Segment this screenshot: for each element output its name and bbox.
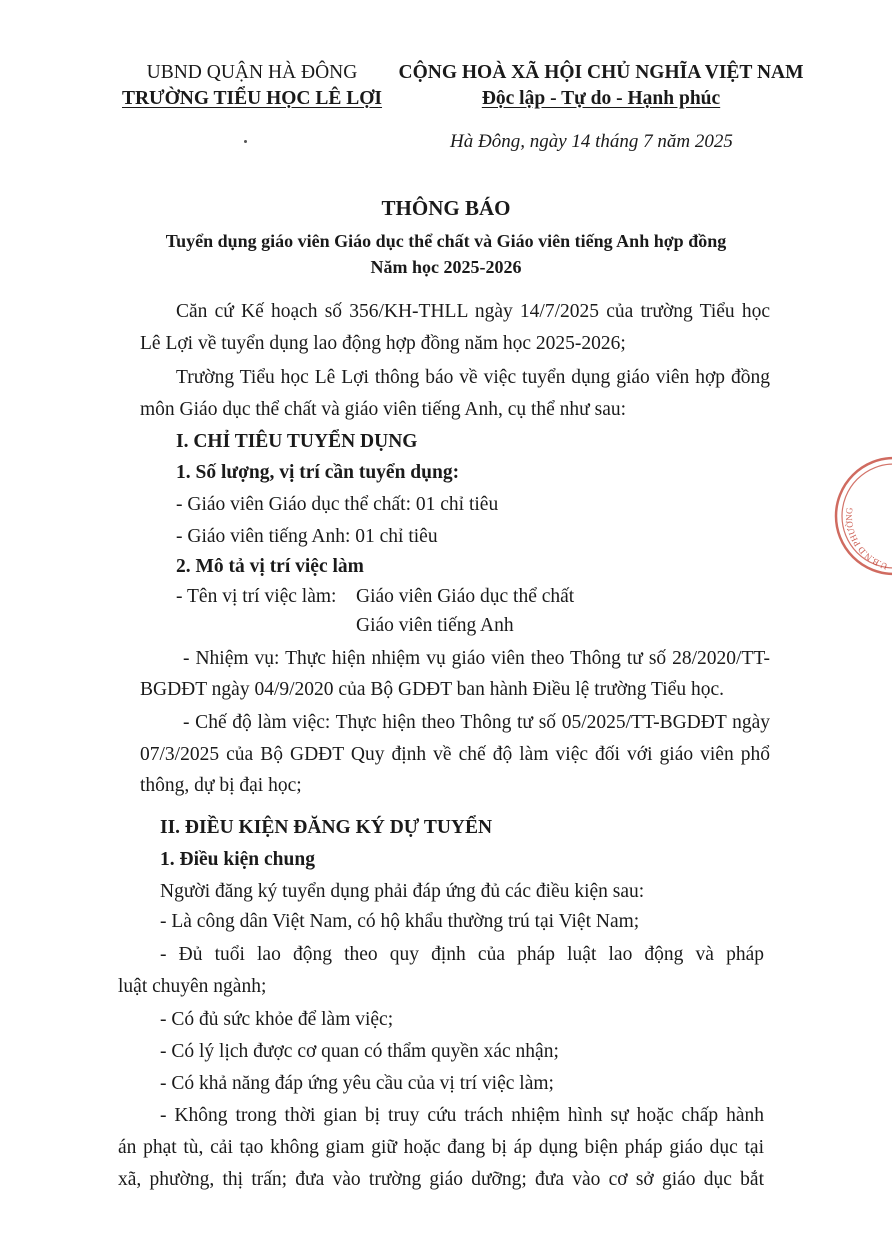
- nation-motto: Độc lập - Tự do - Hạnh phúc: [481, 88, 721, 109]
- condition-background: - Có lý lịch được cơ quan có thẩm quyền xác nhận;: [160, 1041, 559, 1062]
- regime-line3: thông, dự bị đại học;: [140, 775, 302, 796]
- nation-name: CỘNG HOÀ XÃ HỘI CHỦ NGHĨA VIỆT NAM: [398, 62, 804, 83]
- official-seal: [826, 446, 892, 586]
- section-1-heading: I. CHỈ TIÊU TUYỂN DỤNG: [176, 431, 418, 452]
- condition-ability: - Có khả năng đáp ứng yêu cầu của vị trí việc làm;: [160, 1073, 554, 1094]
- position-label: - Tên vị trí việc làm:: [176, 586, 337, 607]
- regime-line2: 07/3/2025 của Bộ GDĐT Quy định về chế độ làm việc đối với giáo viên phổ: [140, 744, 770, 765]
- announcement-paragraph-line2: môn Giáo dục thể chất và giáo viên tiếng Anh, cụ thể như sau:: [140, 399, 627, 420]
- quota-english: - Giáo viên tiếng Anh: 01 chỉ tiêu: [176, 526, 438, 547]
- duty-line1: - Nhiệm vụ: Thực hiện nhiệm vụ giáo viên theo Thông tư số 28/2020/TT-: [183, 648, 770, 669]
- condition-health: - Có đủ sức khỏe để làm việc;: [160, 1009, 394, 1030]
- position-pe: Giáo viên Giáo dục thể chất: [356, 586, 575, 607]
- place-date: Hà Đông, ngày 14 tháng 7 năm 2025: [450, 131, 733, 152]
- regime-line1: - Chế độ làm việc: Thực hiện theo Thông tư số 05/2025/TT-BGDĐT ngày: [183, 712, 770, 733]
- basis-paragraph-line1: Căn cứ Kế hoạch số 356/KH-THLL ngày 14/7/2025 của trường Tiểu học: [176, 301, 770, 322]
- condition-age-line1: - Đủ tuổi lao động theo quy định của pháp luật lao động và pháp: [160, 944, 764, 965]
- condition-legal-line3: xã, phường, thị trấn; đưa vào trường giáo dưỡng; đưa vào cơ sở giáo dục bắt: [118, 1169, 764, 1190]
- quota-pe: - Giáo viên Giáo dục thể chất: 01 chỉ tiêu: [176, 494, 499, 515]
- basis-paragraph-line2: Lê Lợi về tuyển dụng lao động hợp đồng năm học 2025-2026;: [140, 333, 626, 354]
- section-1-2-heading: 2. Mô tả vị trí việc làm: [176, 556, 364, 577]
- section-1-1-heading: 1. Số lượng, vị trí cần tuyển dụng:: [176, 462, 460, 483]
- condition-citizenship: - Là công dân Việt Nam, có hộ khẩu thường trú tại Việt Nam;: [160, 911, 640, 932]
- org-district: UBND QUẬN HÀ ĐÔNG: [146, 62, 358, 83]
- duty-line2: BGDĐT ngày 04/9/2020 của Bộ GDĐT ban hành Điều lệ trường Tiểu học.: [140, 679, 724, 700]
- condition-legal-line2: án phạt tù, cải tạo không giam giữ hoặc đang bị áp dụng biện pháp giáo dục tại: [118, 1137, 764, 1158]
- condition-legal-line1: - Không trong thời gian bị truy cứu trách nhiệm hình sự hoặc chấp hành: [160, 1105, 764, 1126]
- doc-subtitle-line1: Tuyển dụng giáo viên Giáo dục thể chất và Giáo viên tiếng Anh hợp đồng: [165, 231, 727, 251]
- national-motto: [398, 60, 804, 112]
- org-school: TRƯỜNG TIỂU HỌC LÊ LỢI: [121, 88, 383, 109]
- position-english: Giáo viên tiếng Anh: [356, 615, 514, 636]
- condition-age-line2: luật chuyên ngành;: [118, 976, 267, 997]
- announcement-paragraph-line1: Trường Tiểu học Lê Lợi thông báo về việc tuyển dụng giáo viên hợp đồng: [176, 367, 770, 388]
- seal-text: U.B.N.D PHƯỜNG: [843, 507, 889, 572]
- conditions-intro: Người đăng ký tuyển dụng phải đáp ứng đủ các điều kiện sau:: [160, 881, 645, 902]
- doc-subtitle: [100, 228, 792, 280]
- scan-speck: [244, 140, 247, 143]
- section-2-heading: II. ĐIỀU KIỆN ĐĂNG KÝ DỰ TUYỂN: [160, 817, 493, 838]
- issuing-organization: [112, 60, 392, 112]
- section-2-1-heading: 1. Điều kiện chung: [160, 849, 315, 870]
- doc-title: THÔNG BÁO: [381, 196, 511, 220]
- doc-subtitle-line2: Năm học 2025-2026: [370, 257, 522, 277]
